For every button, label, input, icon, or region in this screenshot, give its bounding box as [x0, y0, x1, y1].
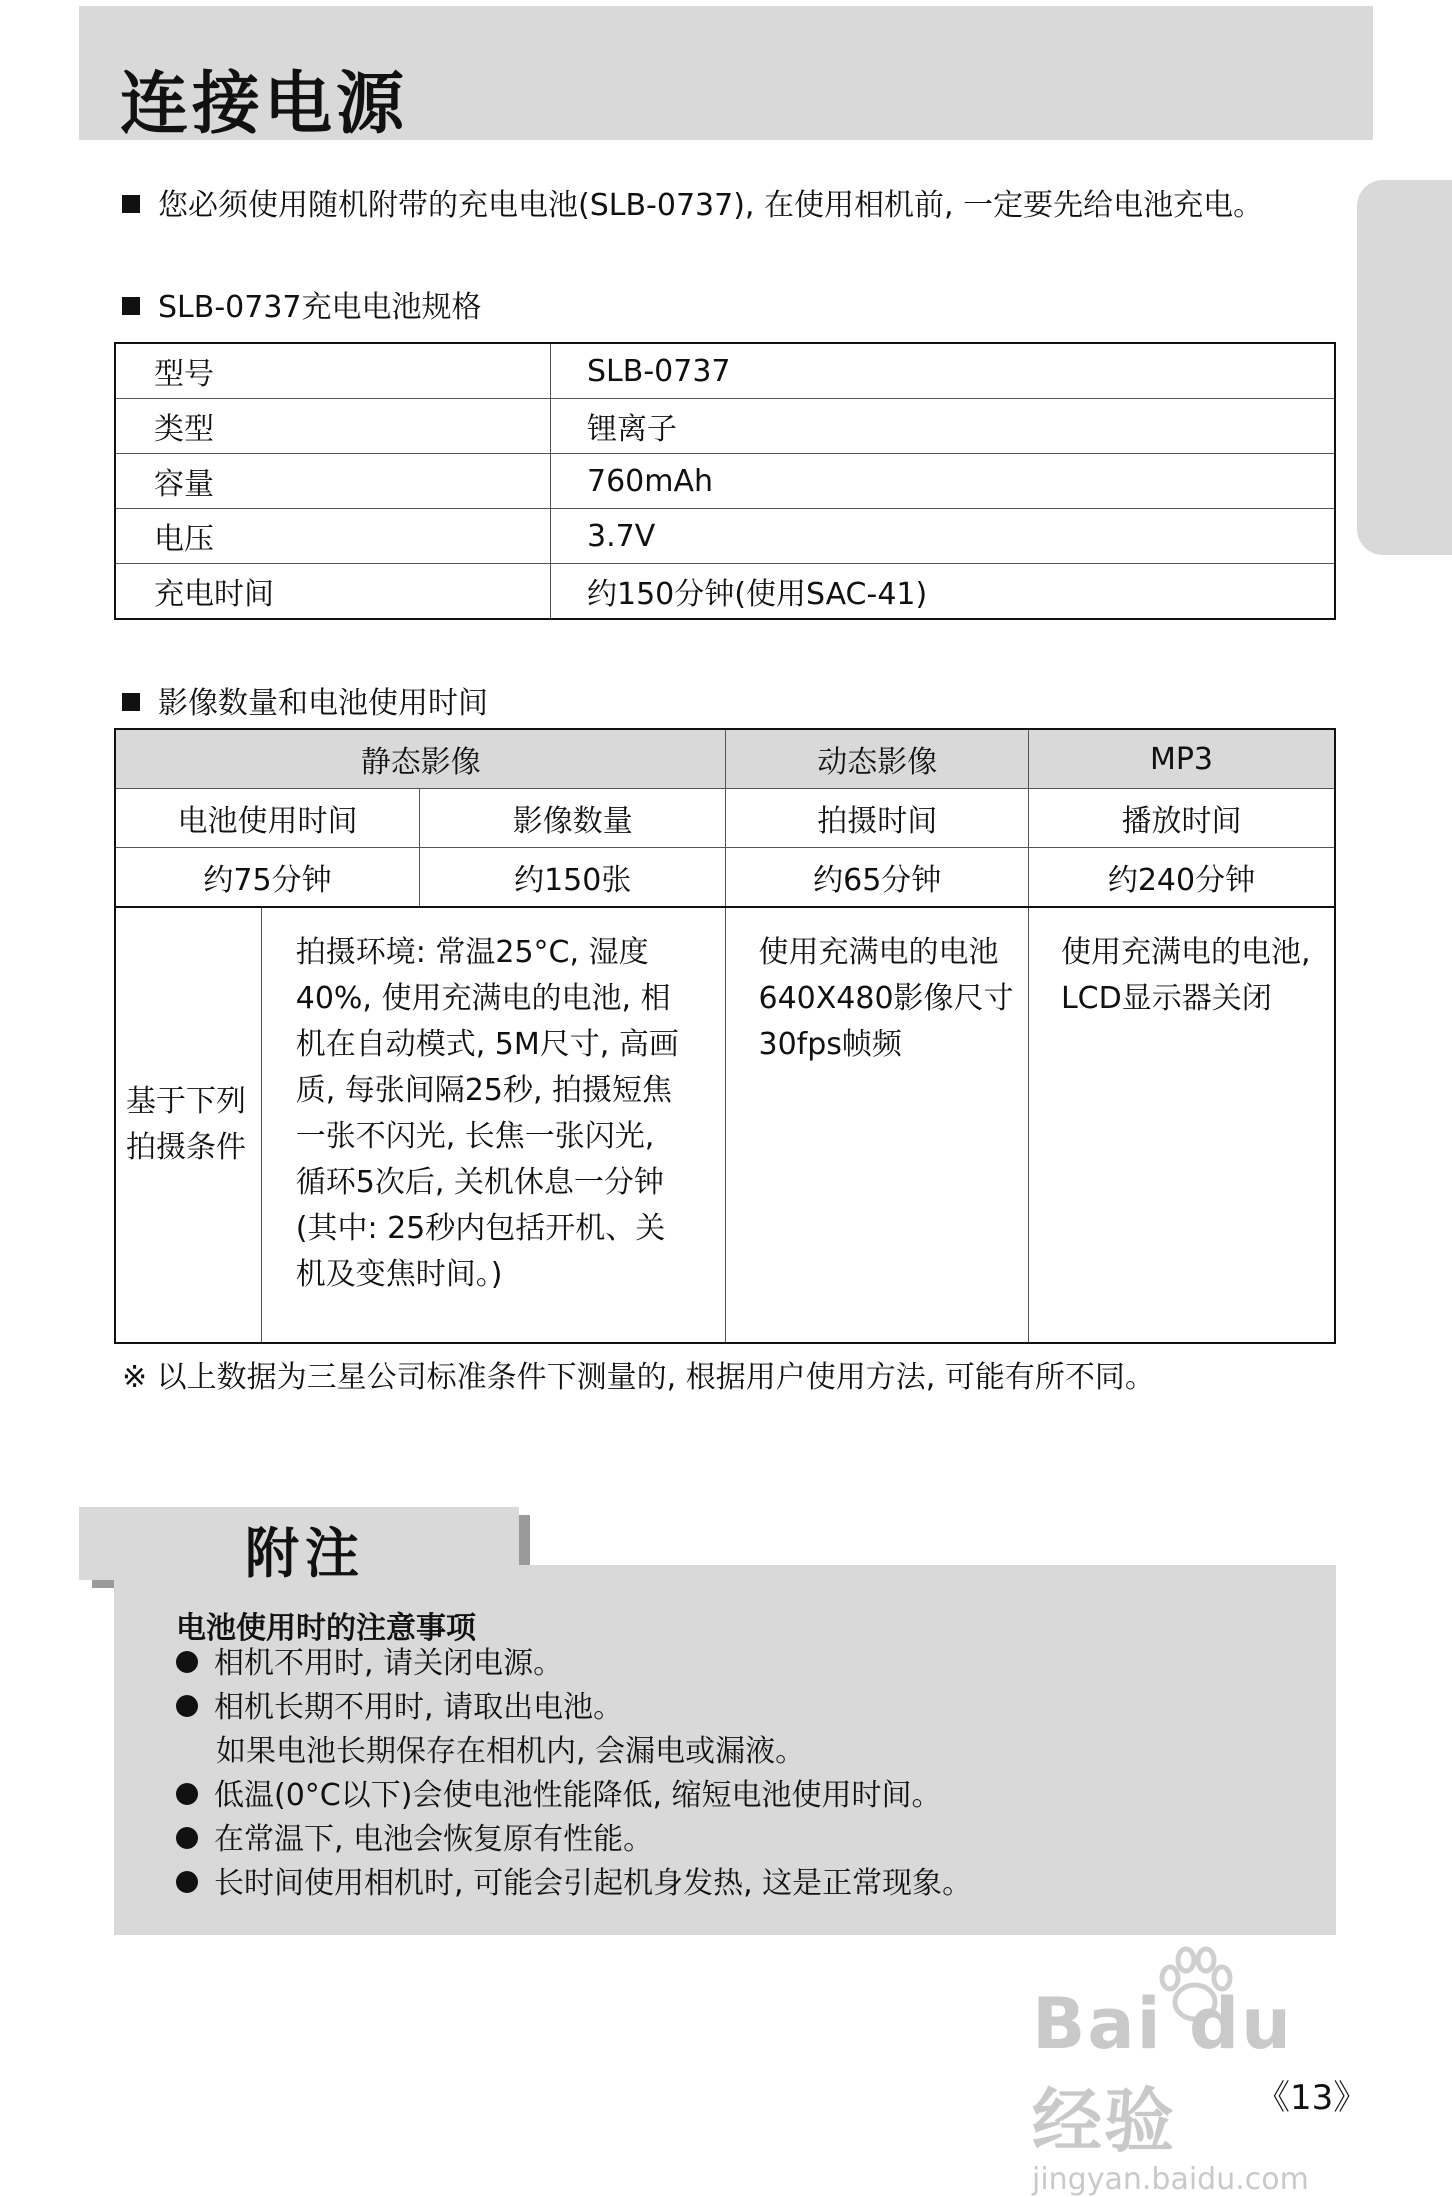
footnote: ※ 以上数据为三星公司标准条件下测量的, 根据用户使用方法, 可能有所不同。: [122, 1360, 1155, 1395]
value-image-count: 约150张: [419, 848, 726, 908]
condition-line: 质, 每张间隔25秒, 拍摄短焦: [295, 1073, 673, 1108]
spec-value: 3.7V: [551, 509, 1336, 564]
annotation-title: 附注: [245, 1522, 365, 1585]
condition-still: [261, 907, 726, 1343]
condition-line: LCD显示器关闭: [1060, 981, 1272, 1016]
group-header-still: 静态影像: [115, 729, 726, 789]
list-item: [176, 1818, 972, 1862]
value-record-time: 约65分钟: [726, 848, 1028, 908]
condition-mp3: [1028, 907, 1335, 1343]
usage-heading: [122, 678, 488, 722]
list-item-text: 在常温下, 电池会恢复原有性能。: [214, 1822, 654, 1857]
annotation-heading: 电池使用时的注意事项: [176, 1611, 476, 1646]
spec-label: 型号: [115, 343, 551, 399]
spec-label: 电压: [115, 509, 551, 564]
square-bullet-icon: [122, 297, 140, 315]
subheader-record-time: 拍摄时间: [726, 789, 1028, 848]
square-bullet-icon: [122, 195, 140, 213]
list-item-text: 长时间使用相机时, 可能会引起机身发热, 这是正常现象。: [214, 1866, 973, 1901]
square-bullet-icon: [122, 693, 140, 711]
spec-value: 760mAh: [551, 454, 1336, 509]
group-header-movie: 动态影像: [726, 729, 1028, 789]
bullet-icon: [176, 1695, 198, 1717]
value-play-time: 约240分钟: [1028, 848, 1335, 908]
spec-value: 锂离子: [551, 399, 1336, 454]
table-row: [115, 399, 1335, 454]
condition-label-line: 基于下列: [126, 1084, 246, 1119]
spec-value: SLB-0737: [551, 343, 1336, 399]
spec-label: 充电时间: [115, 564, 551, 620]
watermark-logo: Bai du 经验: [1032, 1983, 1293, 2162]
table-row: [115, 907, 1335, 1343]
usage-table: [114, 728, 1336, 1344]
condition-line: 机在自动模式, 5M尺寸, 高画: [295, 1027, 679, 1062]
side-tab: [1357, 180, 1452, 555]
table-row: [115, 789, 1335, 848]
list-item: [176, 1730, 972, 1774]
table-row: [115, 509, 1335, 564]
table-row: [115, 848, 1335, 908]
annotation-list: [176, 1642, 972, 1906]
bullet-icon: [176, 1651, 198, 1673]
table-row: [115, 454, 1335, 509]
bullet-icon: [176, 1783, 198, 1805]
condition-line: 使用充满电的电池: [758, 935, 999, 970]
spec-table: [114, 342, 1336, 620]
group-header-mp3: MP3: [1028, 729, 1335, 789]
table-row: [115, 564, 1335, 620]
condition-label-line: 拍摄条件: [126, 1130, 246, 1165]
spec-label: 类型: [115, 399, 551, 454]
condition-line: 40%, 使用充满电的电池, 相: [295, 981, 671, 1016]
intro-text: 您必须使用随机附带的充电电池(SLB-0737), 在使用相机前, 一定要先给电池充电。: [158, 188, 1264, 223]
subheader-image-count: 影像数量: [419, 789, 726, 848]
condition-line: 机及变焦时间。): [295, 1257, 503, 1292]
list-item-text: 相机不用时, 请关闭电源。: [214, 1646, 564, 1681]
list-item-text: 如果电池长期保存在相机内, 会漏电或漏液。: [216, 1734, 806, 1769]
watermark-url: jingyan.baidu.com: [1032, 2162, 1309, 2197]
list-item: [176, 1686, 972, 1730]
bullet-icon: [176, 1871, 198, 1893]
value-battery-time: 约75分钟: [115, 848, 419, 908]
condition-line: 拍摄环境: 常温25°C, 湿度: [295, 935, 649, 970]
bullet-icon: [176, 1827, 198, 1849]
page-title: 连接电源: [120, 65, 409, 144]
spec-label: 容量: [115, 454, 551, 509]
list-item: [176, 1862, 972, 1906]
condition-line: 30fps帧频: [758, 1027, 902, 1062]
page-number: 《13》: [1256, 2078, 1368, 2118]
list-item-text: 相机长期不用时, 请取出电池。: [214, 1690, 624, 1725]
table-row: [115, 729, 1335, 789]
subheader-battery-time: 电池使用时间: [115, 789, 419, 848]
spec-heading-text: SLB-0737充电电池规格: [158, 290, 482, 325]
table-row: [115, 343, 1335, 399]
subheader-play-time: 播放时间: [1028, 789, 1335, 848]
list-item-text: 低温(0°C以下)会使电池性能降低, 缩短电池使用时间。: [214, 1778, 942, 1813]
usage-heading-text: 影像数量和电池使用时间: [158, 686, 488, 721]
spec-heading: [122, 282, 482, 326]
condition-line: 640X480影像尺寸: [758, 981, 1014, 1016]
condition-line: 使用充满电的电池,: [1060, 935, 1311, 970]
condition-label: [115, 907, 261, 1343]
condition-movie: [726, 907, 1028, 1343]
condition-line: 一张不闪光, 长焦一张闪光,: [295, 1119, 655, 1154]
list-item: [176, 1774, 972, 1818]
condition-line: 循环5次后, 关机休息一分钟: [295, 1165, 664, 1200]
condition-line: (其中: 25秒内包括开机、关: [295, 1211, 666, 1246]
intro-paragraph: [122, 180, 1263, 224]
spec-value: 约150分钟(使用SAC-41): [587, 577, 928, 612]
list-item: [176, 1642, 972, 1686]
